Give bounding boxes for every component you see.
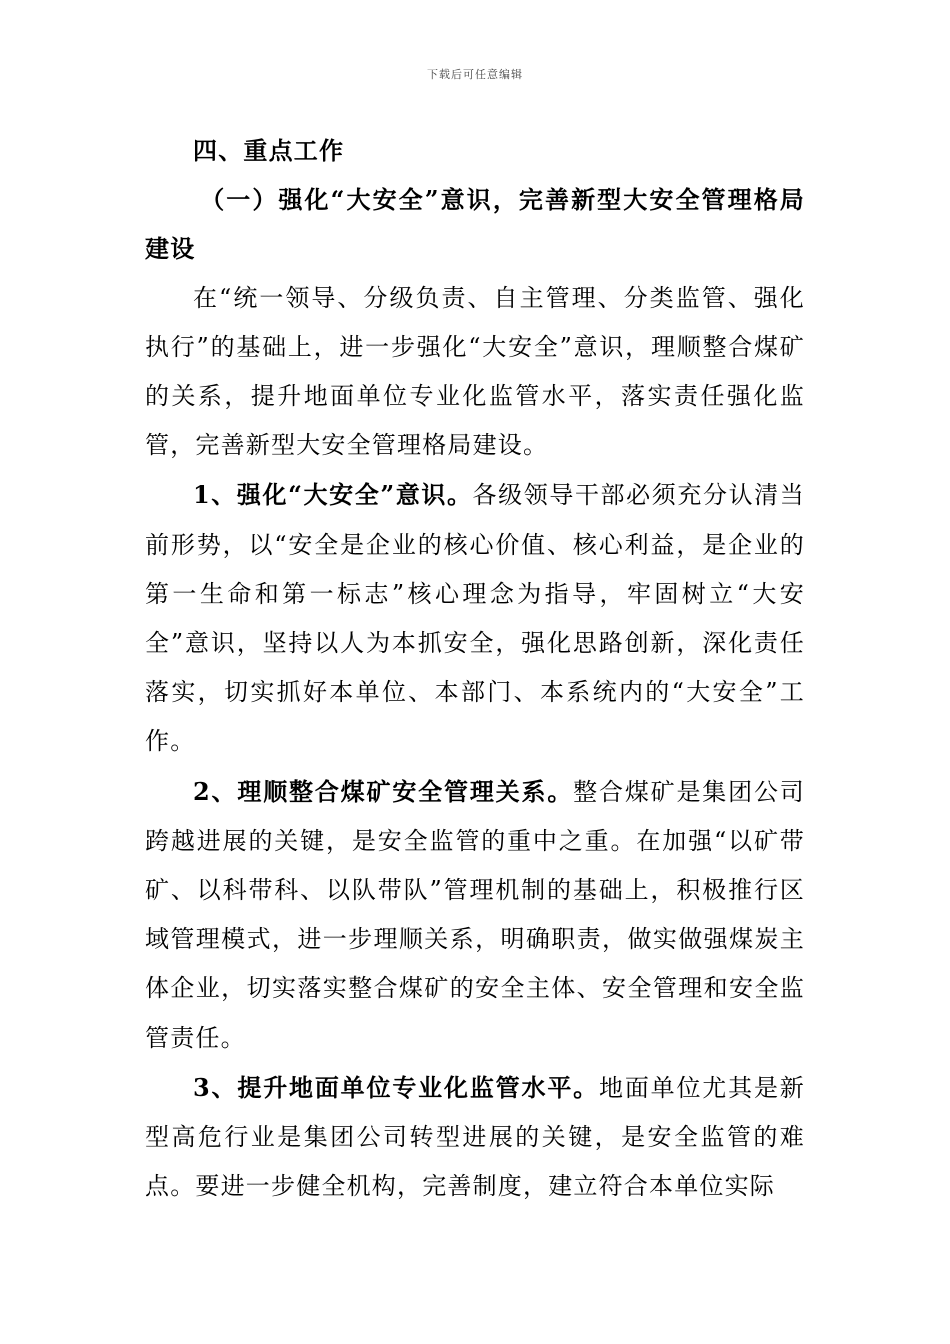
item-lead-1: 1、强化“大安全”意识。	[193, 480, 473, 510]
item-paragraph-3	[145, 1063, 805, 1212]
item-paragraph-1	[145, 470, 805, 766]
subsection-heading: （一）强化“大安全”意识，完善新型大安全管理格局建设	[145, 185, 805, 264]
section-heading: 四、重点工作	[193, 136, 345, 165]
item-body-1: 各级领导干部必须充分认清当前形势，以“安全是企业的核心价值、核心利益，是企业的第一生命和第一标志”核心理念为指导，牢固树立“大安全”意识，坚持以人为本抓安全，强化思路创新，深化责任落实，切实抓好本单位、本部门、本系统内的“大安全”工作。	[145, 481, 805, 756]
header-note: 下载后可任意编辑	[427, 68, 523, 81]
intro-paragraph: 在“统一领导、分级负责、自主管理、分类监管、强化执行”的基础上，进一步强化“大安全”意识，理顺整合煤矿的关系，提升地面单位专业化监管水平，落实责任强化监管，完善新型大安全管理格局建设。	[145, 283, 805, 460]
document-body	[145, 126, 805, 1211]
item-body-2: 整合煤矿是集团公司跨越进展的关键，是安全监管的重中之重。在加强“以矿带矿、以科带科、以队带队”管理机制的基础上，积极推行区域管理模式，进一步理顺关系，明确职责，做实做强煤炭主体企业，切实落实整合煤矿的安全主体、安全管理和安全监管责任。	[145, 777, 805, 1052]
item-body-3: 地面单位尤其是新型高危行业是集团公司转型进展的关键，是安全监管的难点。要进一步健全机构，完善制度，建立符合本单位实际	[145, 1073, 805, 1201]
item-paragraph-2	[145, 767, 805, 1063]
item-lead-2: 2、理顺整合煤矿安全管理关系。	[193, 776, 574, 806]
item-lead-3: 3、提升地面单位专业化监管水平。	[193, 1072, 599, 1102]
